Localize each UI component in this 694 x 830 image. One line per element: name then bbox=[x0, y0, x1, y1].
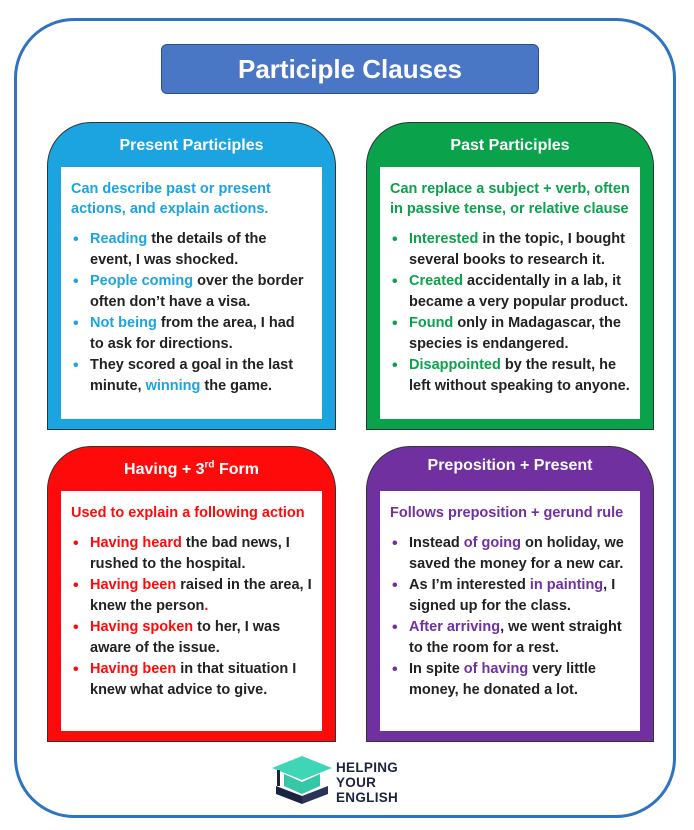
example-item bbox=[71, 313, 312, 355]
highlighted-phrase: People coming bbox=[90, 273, 194, 289]
example-text: the details of the event, I was shocked. bbox=[90, 231, 267, 268]
card-intro: Used to explain a following action bbox=[71, 505, 305, 521]
bullet-icon: • bbox=[73, 273, 79, 290]
bullet-icon: • bbox=[73, 357, 79, 374]
example-text: only in Madagascar, the species is endangered. bbox=[409, 315, 621, 352]
highlighted-phrase: Having spoken bbox=[90, 619, 194, 635]
card-body bbox=[380, 167, 640, 419]
example-text: on holiday, we saved the money for a new car. bbox=[409, 535, 624, 572]
highlighted-phrase: After arriving bbox=[409, 619, 501, 635]
bullet-icon: • bbox=[73, 315, 79, 332]
example-text: in the topic, I bought several books to research it. bbox=[409, 231, 625, 268]
card-intro: Can describe past or present actions, and explain actions. bbox=[71, 181, 271, 217]
highlighted-phrase: Disappointed bbox=[409, 357, 501, 373]
example-list bbox=[71, 229, 312, 397]
example-text: raised in the area, I knew the person bbox=[90, 577, 312, 614]
example-item bbox=[390, 313, 630, 355]
bullet-icon: • bbox=[73, 661, 79, 678]
highlighted-phrase: Reading bbox=[90, 231, 148, 247]
example-list bbox=[71, 533, 312, 701]
example-text: Instead bbox=[409, 535, 464, 551]
example-item bbox=[390, 533, 630, 575]
highlighted-phrase: Having been bbox=[90, 577, 177, 593]
example-list bbox=[390, 229, 630, 397]
bullet-icon: • bbox=[392, 357, 398, 374]
example-item bbox=[390, 355, 630, 397]
card-heading-tail: Form bbox=[214, 461, 259, 478]
bullet-icon: • bbox=[392, 619, 398, 636]
example-list bbox=[390, 533, 630, 701]
highlighted-phrase: Found bbox=[409, 315, 454, 331]
example-item bbox=[390, 659, 630, 701]
example-text: over the border often don’t have a visa. bbox=[90, 273, 304, 310]
highlighted-phrase: Interested bbox=[409, 231, 479, 247]
example-text: In spite bbox=[409, 661, 464, 677]
bullet-icon: • bbox=[73, 535, 79, 552]
example-text: , I signed up for the class. bbox=[409, 577, 616, 614]
example-item bbox=[71, 533, 312, 575]
highlighted-phrase: of having bbox=[463, 661, 529, 677]
card-preposition-present bbox=[366, 446, 654, 742]
example-item bbox=[71, 575, 312, 617]
example-text: in that situation I knew what advice to give. bbox=[90, 661, 297, 698]
highlighted-phrase: Not being bbox=[90, 315, 157, 331]
example-text: very little money, he donated a lot. bbox=[409, 661, 596, 698]
card-heading bbox=[48, 447, 335, 491]
highlighted-phrase: of going bbox=[463, 535, 521, 551]
example-text: accidentally in a lab, it became a very popular product. bbox=[409, 273, 629, 310]
highlighted-phrase: Created bbox=[409, 273, 463, 289]
logo-line-2: YOUR bbox=[336, 775, 377, 790]
card-heading: Preposition + Present bbox=[427, 457, 593, 474]
bullet-icon: • bbox=[392, 661, 398, 678]
highlighted-phrase: Having heard bbox=[90, 535, 182, 551]
example-item bbox=[390, 617, 630, 659]
card-body bbox=[61, 491, 322, 731]
example-text: They scored a goal in the last minute, bbox=[90, 357, 294, 394]
highlighted-phrase: winning bbox=[145, 378, 201, 394]
bullet-icon: • bbox=[392, 577, 398, 594]
example-text: , we went straight to the room for a rest. bbox=[409, 619, 622, 656]
example-text: by the result, he left without speaking to anyone. bbox=[409, 357, 630, 394]
card-past-participles bbox=[366, 122, 654, 430]
logo-text bbox=[336, 760, 398, 805]
example-text: the game. bbox=[200, 378, 273, 394]
highlighted-phrase: in painting bbox=[529, 577, 604, 593]
page-title: Participle Clauses bbox=[161, 44, 539, 94]
logo-line-3: ENGLISH bbox=[336, 790, 399, 805]
card-intro: Follows preposition + gerund rule bbox=[390, 505, 624, 521]
bullet-icon: • bbox=[392, 315, 398, 332]
example-text: the bad news, I rushed to the hospital. bbox=[90, 535, 290, 572]
example-item bbox=[71, 659, 312, 701]
example-item bbox=[390, 271, 630, 313]
card-present-participles bbox=[47, 122, 336, 430]
example-item bbox=[390, 229, 630, 271]
card-body bbox=[380, 491, 640, 731]
bullet-icon: • bbox=[392, 535, 398, 552]
bullet-icon: • bbox=[392, 273, 398, 290]
card-heading: Present Participles bbox=[119, 137, 264, 154]
example-text: to her, I was aware of the issue. bbox=[90, 619, 281, 656]
example-text: from the area, I had to ask for directions. bbox=[90, 315, 295, 352]
bullet-icon: • bbox=[73, 231, 79, 248]
card-heading: Past Participles bbox=[450, 137, 570, 154]
card-intro: Can replace a subject + verb, often in passive tense, or relative clause bbox=[390, 181, 630, 217]
example-tail: . bbox=[204, 598, 209, 614]
highlighted-phrase: Having been bbox=[90, 661, 177, 677]
card-body bbox=[61, 167, 322, 419]
logo-line-1: HELPING bbox=[336, 760, 399, 775]
example-item bbox=[71, 355, 312, 397]
example-item bbox=[71, 271, 312, 313]
example-item bbox=[71, 229, 312, 271]
bullet-icon: • bbox=[73, 619, 79, 636]
example-item bbox=[390, 575, 630, 617]
bullet-icon: • bbox=[73, 577, 79, 594]
card-heading-sup: rd bbox=[204, 459, 215, 471]
example-item bbox=[71, 617, 312, 659]
card-having-3rd-form bbox=[47, 446, 336, 742]
bullet-icon: • bbox=[392, 231, 398, 248]
example-text: As I’m interested bbox=[409, 577, 530, 593]
card-heading-text: Having + 3 bbox=[124, 461, 205, 478]
